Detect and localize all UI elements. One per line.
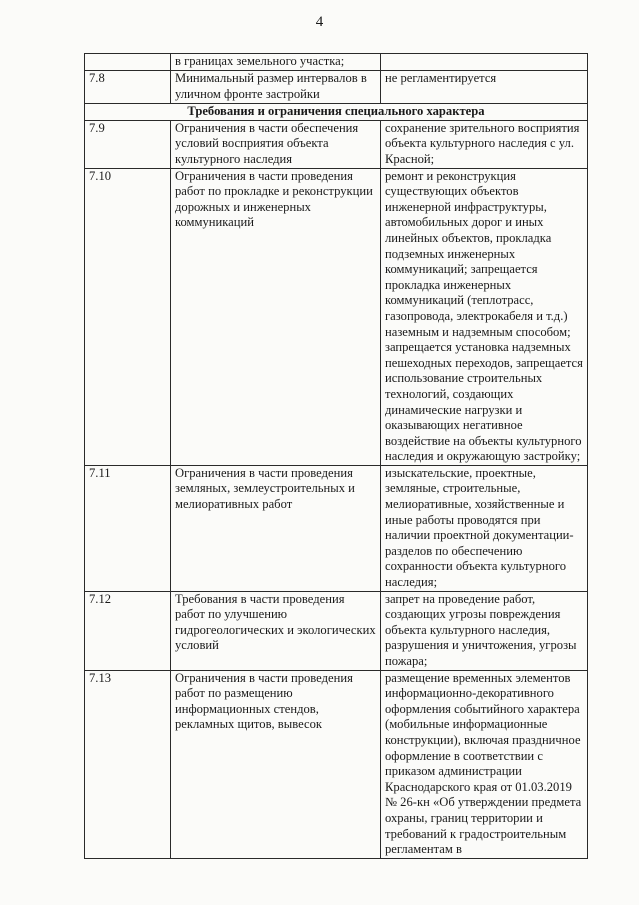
requirement-name: Ограничения в части проведения работ по размещению информационных стендов, рекламных щитов, вывесок (171, 670, 381, 858)
table-row (85, 670, 588, 858)
row-number: 7.13 (85, 670, 171, 858)
regulation-table (84, 53, 588, 859)
section-header-row (85, 104, 588, 121)
requirement-name: Ограничения в части проведения земляных, землеустроительных и мелиоративных работ (171, 465, 381, 591)
row-number: 7.8 (85, 71, 171, 104)
requirement-value: не регламентируется (381, 71, 588, 104)
table-row (85, 168, 588, 465)
requirement-value: сохранение зрительного восприятия объекта культурного наследия с ул. Красной; (381, 120, 588, 168)
table-row (85, 465, 588, 591)
requirement-name: Ограничения в части проведения работ по прокладке и реконструкции дорожных и инженерных коммуникаций (171, 168, 381, 465)
table-row (85, 54, 588, 71)
table-row (85, 591, 588, 670)
requirement-value: запрет на проведение работ, создающих угрозы повреждения объекта культурного наследия, разрушения и уничтожения, угрозы пожара; (381, 591, 588, 670)
requirement-value: размещение временных элементов информационно-декоративного оформления событийного характера (мобильные информационные конструкции), включая праздничное оформление в соответствии с приказом администрации Краснодарского края от 01.03.2019 № 26-кн «Об утверждении предмета охраны, границ территории и требований к градостроительным регламентам в (381, 670, 588, 858)
table-row (85, 120, 588, 168)
row-number: 7.11 (85, 465, 171, 591)
requirement-value (381, 54, 588, 71)
requirement-value: ремонт и реконструкция существующих объектов инженерной инфраструктуры, автомобильных дорог и иных линейных объектов, прокладка подземных инженерных коммуникаций; запрещается прокладка инженерных коммуникаций (теплотрасс, газопровода, электрокабеля и т.д.) наземным и надземным способом; запрещается установка надземных пешеходных переходов, запрещается использование строительных технологий, создающих динамические нагрузки и оказывающих негативное воздействие на объекты культурного наследия и окружающую застройку; (381, 168, 588, 465)
requirement-name: Требования в части проведения работ по улучшению гидрогеологических и экологических условий (171, 591, 381, 670)
row-number: 7.12 (85, 591, 171, 670)
section-title: Требования и ограничения специального характера (85, 104, 588, 121)
requirement-name: в границах земельного участка; (171, 54, 381, 71)
page-number: 4 (315, 14, 324, 30)
row-number: 7.9 (85, 120, 171, 168)
row-number: 7.10 (85, 168, 171, 465)
row-number (85, 54, 171, 71)
table-row (85, 71, 588, 104)
requirement-name: Ограничения в части обеспечения условий восприятия объекта культурного наследия (171, 120, 381, 168)
requirement-value: изыскательские, проектные, земляные, строительные, мелиоративные, хозяйственные и иные работы проводятся при наличии проектной документации-разделов по обеспечению сохранности объекта культурного наследия; (381, 465, 588, 591)
requirement-name: Минимальный размер интервалов в уличном фронте застройки (171, 71, 381, 104)
